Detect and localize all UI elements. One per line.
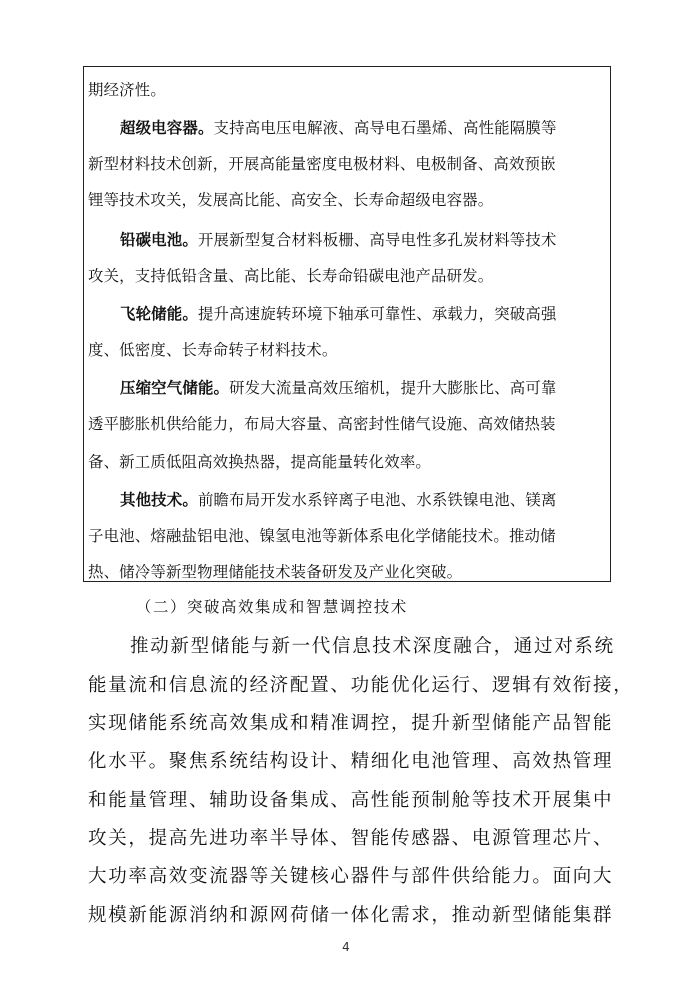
body-line: 攻关，提高先进功率半导体、智能传感器、电源管理芯片、 <box>88 828 614 849</box>
box-line: 攻关，支持低铅含量、高比能、长寿命铅碳电池产品研发。 <box>88 267 494 285</box>
box-line <box>120 378 557 398</box>
box-text: 开展新型复合材料板栅、高导电性多孔炭材料等技术 <box>197 231 557 249</box>
body-line: 规模新能源消纳和源网荷储一体化需求，推动新型储能集群 <box>88 905 614 926</box>
box-line: 透平膨胀机供给能力，布局大容量、高密封性储气设施、高效储热装 <box>88 415 556 433</box>
box-line: 期经济性。 <box>88 81 166 99</box>
box-line <box>120 304 557 324</box>
body-line: 大功率高效变流器等关键核心器件与部件供给能力。面向大 <box>88 866 614 887</box>
page-number: 4 <box>342 940 350 954</box>
box-line: 热、储冷等新型物理储能技术装备研发及产业化突破。 <box>88 563 463 581</box>
box-line: 度、低密度、长寿命转子材料技术。 <box>88 341 338 359</box>
caes-title: 压缩空气储能。 <box>120 379 230 397</box>
leadcarbon-title: 铅碳电池。 <box>120 231 198 249</box>
body-line: 实现储能系统高效集成和精准调控，提升新型储能产品智能 <box>88 713 614 734</box>
box-line: 锂等技术攻关，发展高比能、高安全、长寿命超级电容器。 <box>88 191 494 209</box>
section-heading: （二）突破高效集成和智慧调控技术 <box>136 598 408 616</box>
box-line: 子电池、熔融盐铝电池、镍氢电池等新体系电化学储能技术。推动储 <box>88 527 556 545</box>
box-line: 新型材料技术创新，开展高能量密度电极材料、电极制备、高效预嵌 <box>88 155 556 173</box>
box-line <box>120 230 557 250</box>
box-line <box>120 118 557 138</box>
box-line: 备、新工质低阻高效换热器，提高能量转化效率。 <box>88 453 431 471</box>
body-line: 能量流和信息流的经济配置、功能优化运行、逻辑有效衔接， <box>88 675 634 696</box>
other-title: 其他技术。 <box>120 491 198 509</box>
supercap-title: 超级电容器。 <box>120 119 214 137</box>
body-line: 和能量管理、辅助设备集成、高性能预制舱等技术开展集中 <box>88 790 614 811</box>
body-line: 推动新型储能与新一代信息技术深度融合，通过对系统 <box>130 636 615 657</box>
box-text: 前瞻布局开发水系锌离子电池、水系铁镍电池、镁离 <box>197 491 557 509</box>
body-line: 化水平。聚焦系统结构设计、精细化电池管理、高效热管理 <box>88 751 614 772</box>
box-text: 研发大流量高效压缩机，提升大膨胀比、高可靠 <box>229 379 557 397</box>
box-text: 支持高电压电解液、高导电石墨烯、高性能隔膜等 <box>213 119 557 137</box>
box-text: 提升高速旋转环境下轴承可靠性、承载力，突破高强 <box>197 305 557 323</box>
flywheel-title: 飞轮储能。 <box>120 305 198 323</box>
box-line <box>120 490 557 510</box>
